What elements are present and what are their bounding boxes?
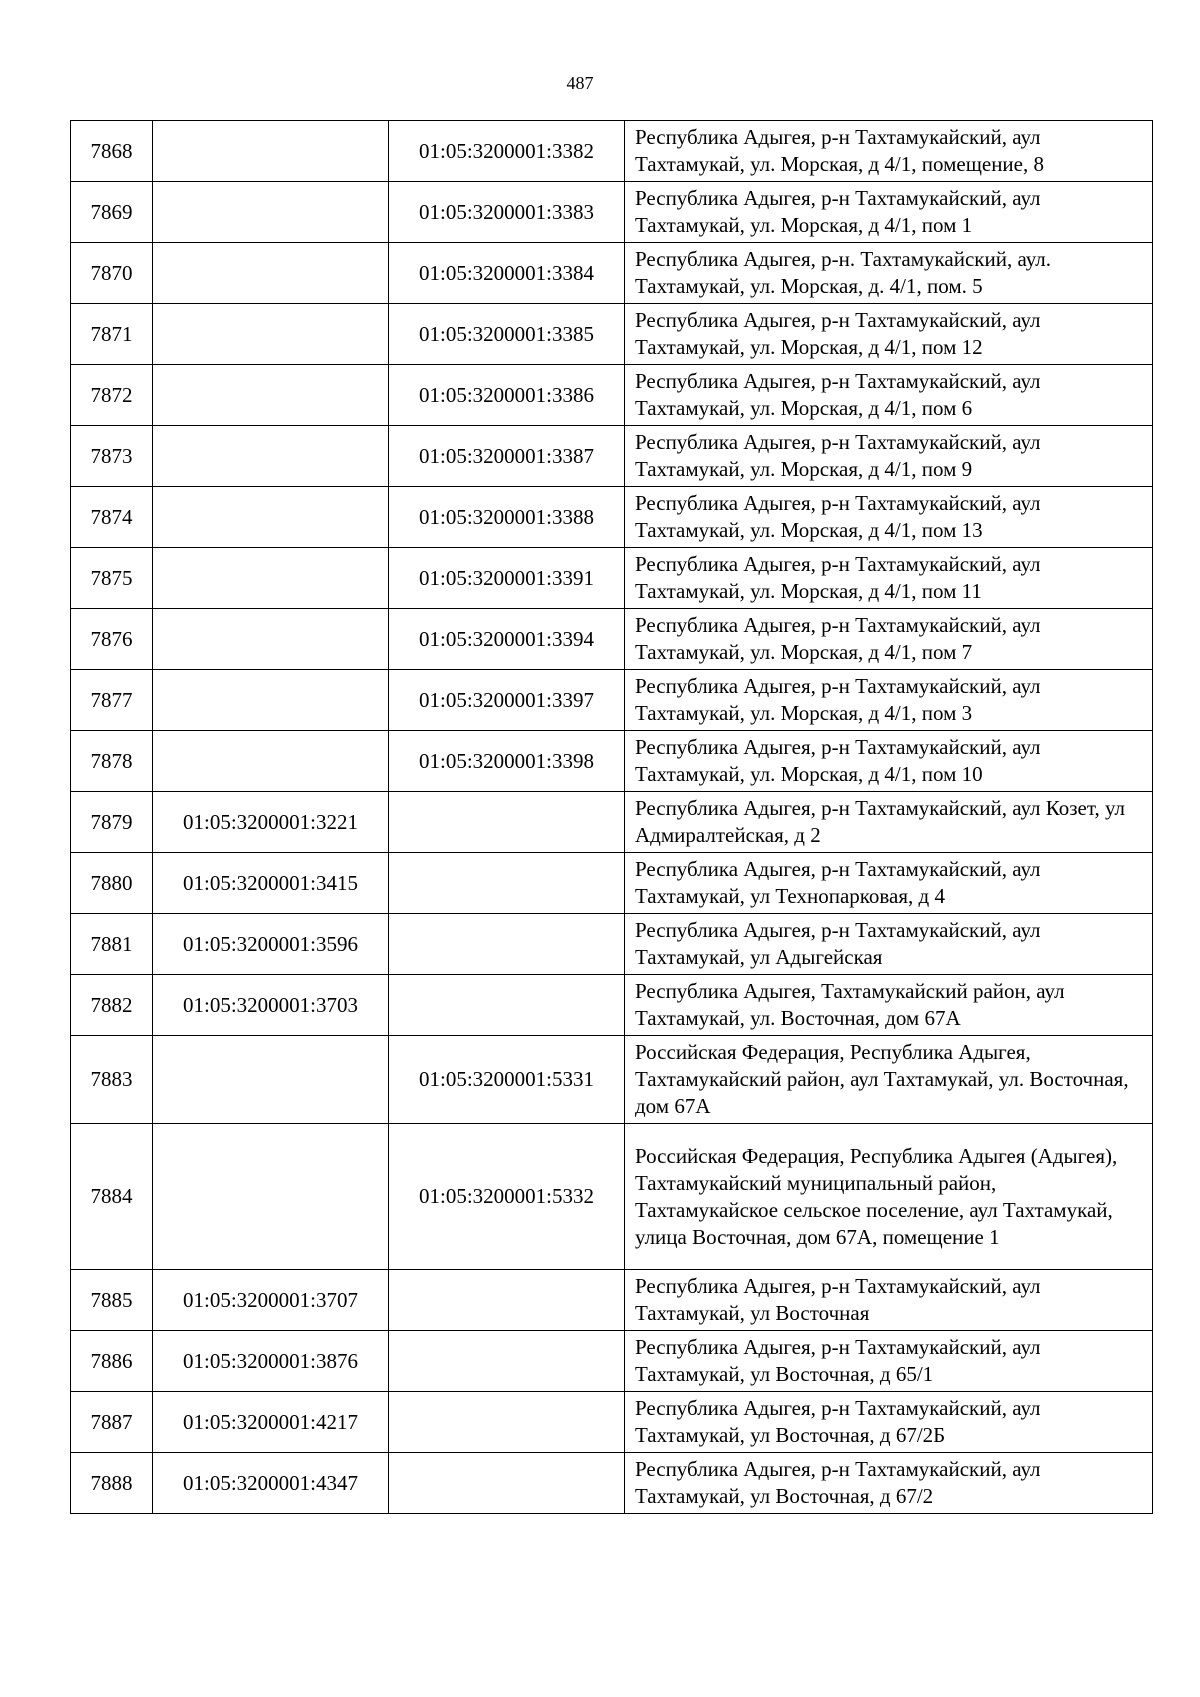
object-cadastral-number-cell: 01:05:3200001:3391 bbox=[389, 548, 625, 609]
row-number-cell: 7874 bbox=[71, 487, 153, 548]
address-cell: Республика Адыгея, р-н Тахтамукайский, аул Тахтамукай, ул. Морская, д 4/1, пом 6 bbox=[625, 365, 1153, 426]
address-cell: Республика Адыгея, р-н Тахтамукайский, аул Тахтамукай, ул. Морская, д 4/1, пом 1 bbox=[625, 182, 1153, 243]
object-cadastral-number-cell: 01:05:3200001:5332 bbox=[389, 1124, 625, 1270]
address-cell: Республика Адыгея, р-н Тахтамукайский, аул Тахтамукай, ул Восточная, д 65/1 bbox=[625, 1331, 1153, 1392]
row-number-cell: 7870 bbox=[71, 243, 153, 304]
address-cell: Республика Адыгея, р-н Тахтамукайский, аул Тахтамукай, ул. Морская, д 4/1, пом 9 bbox=[625, 426, 1153, 487]
row-number-cell: 7875 bbox=[71, 548, 153, 609]
table-row bbox=[71, 914, 1153, 975]
row-number-cell: 7877 bbox=[71, 670, 153, 731]
object-cadastral-number-cell bbox=[389, 853, 625, 914]
land-cadastral-number-cell bbox=[153, 426, 389, 487]
table-row bbox=[71, 853, 1153, 914]
registry-table bbox=[70, 120, 1153, 1514]
object-cadastral-number-cell: 01:05:3200001:3387 bbox=[389, 426, 625, 487]
row-number-cell: 7879 bbox=[71, 792, 153, 853]
row-number-cell: 7878 bbox=[71, 731, 153, 792]
row-number-cell: 7872 bbox=[71, 365, 153, 426]
object-cadastral-number-cell: 01:05:3200001:3397 bbox=[389, 670, 625, 731]
row-number-cell: 7881 bbox=[71, 914, 153, 975]
land-cadastral-number-cell: 01:05:3200001:4217 bbox=[153, 1392, 389, 1453]
land-cadastral-number-cell bbox=[153, 1124, 389, 1270]
table-row bbox=[71, 792, 1153, 853]
table-row bbox=[71, 304, 1153, 365]
object-cadastral-number-cell bbox=[389, 1392, 625, 1453]
table-row bbox=[71, 975, 1153, 1036]
table-row bbox=[71, 182, 1153, 243]
page-number: 487 bbox=[566, 73, 594, 93]
table-row bbox=[71, 731, 1153, 792]
object-cadastral-number-cell: 01:05:3200001:3394 bbox=[389, 609, 625, 670]
object-cadastral-number-cell bbox=[389, 914, 625, 975]
object-cadastral-number-cell: 01:05:3200001:3398 bbox=[389, 731, 625, 792]
row-number-cell: 7883 bbox=[71, 1036, 153, 1124]
address-cell: Республика Адыгея, р-н Тахтамукайский, аул Тахтамукай, ул Восточная, д 67/2Б bbox=[625, 1392, 1153, 1453]
table-row bbox=[71, 426, 1153, 487]
registry-table-body bbox=[71, 121, 1153, 1514]
address-cell: Республика Адыгея, р-н Тахтамукайский, аул Тахтамукай, ул. Морская, д 4/1, пом 12 bbox=[625, 304, 1153, 365]
table-row bbox=[71, 1453, 1153, 1514]
table-row bbox=[71, 243, 1153, 304]
table-row bbox=[71, 670, 1153, 731]
land-cadastral-number-cell: 01:05:3200001:3876 bbox=[153, 1331, 389, 1392]
land-cadastral-number-cell bbox=[153, 548, 389, 609]
land-cadastral-number-cell bbox=[153, 365, 389, 426]
land-cadastral-number-cell: 01:05:3200001:3707 bbox=[153, 1270, 389, 1331]
object-cadastral-number-cell: 01:05:3200001:3386 bbox=[389, 365, 625, 426]
address-cell: Республика Адыгея, р-н Тахтамукайский, аул Тахтамукай, ул. Морская, д 4/1, пом 10 bbox=[625, 731, 1153, 792]
table-row bbox=[71, 1036, 1153, 1124]
object-cadastral-number-cell: 01:05:3200001:3388 bbox=[389, 487, 625, 548]
land-cadastral-number-cell: 01:05:3200001:3221 bbox=[153, 792, 389, 853]
object-cadastral-number-cell bbox=[389, 792, 625, 853]
land-cadastral-number-cell bbox=[153, 609, 389, 670]
land-cadastral-number-cell bbox=[153, 243, 389, 304]
address-cell: Республика Адыгея, р-н Тахтамукайский, аул Тахтамукай, ул. Морская, д 4/1, помещение, 8 bbox=[625, 121, 1153, 182]
row-number-cell: 7886 bbox=[71, 1331, 153, 1392]
land-cadastral-number-cell bbox=[153, 487, 389, 548]
address-cell: Республика Адыгея, р-н Тахтамукайский, аул Тахтамукай, ул Восточная bbox=[625, 1270, 1153, 1331]
object-cadastral-number-cell bbox=[389, 1270, 625, 1331]
table-row bbox=[71, 365, 1153, 426]
row-number-cell: 7871 bbox=[71, 304, 153, 365]
row-number-cell: 7884 bbox=[71, 1124, 153, 1270]
row-number-cell: 7880 bbox=[71, 853, 153, 914]
table-row bbox=[71, 1270, 1153, 1331]
object-cadastral-number-cell bbox=[389, 975, 625, 1036]
address-cell: Республика Адыгея, р-н Тахтамукайский, аул Тахтамукай, ул. Морская, д 4/1, пом 7 bbox=[625, 609, 1153, 670]
table-row bbox=[71, 1331, 1153, 1392]
row-number-cell: 7873 bbox=[71, 426, 153, 487]
address-cell: Республика Адыгея, р-н Тахтамукайский, аул Тахтамукай, ул. Морская, д 4/1, пом 13 bbox=[625, 487, 1153, 548]
table-row bbox=[71, 487, 1153, 548]
row-number-cell: 7882 bbox=[71, 975, 153, 1036]
land-cadastral-number-cell: 01:05:3200001:3596 bbox=[153, 914, 389, 975]
row-number-cell: 7885 bbox=[71, 1270, 153, 1331]
table-row bbox=[71, 121, 1153, 182]
address-cell: Республика Адыгея, р-н Тахтамукайский, аул Тахтамукай, ул Восточная, д 67/2 bbox=[625, 1453, 1153, 1514]
object-cadastral-number-cell bbox=[389, 1331, 625, 1392]
address-cell: Республика Адыгея, р-н Тахтамукайский, аул Козет, ул Адмиралтейская, д 2 bbox=[625, 792, 1153, 853]
object-cadastral-number-cell: 01:05:3200001:3383 bbox=[389, 182, 625, 243]
table-row bbox=[71, 1392, 1153, 1453]
row-number-cell: 7888 bbox=[71, 1453, 153, 1514]
object-cadastral-number-cell: 01:05:3200001:3384 bbox=[389, 243, 625, 304]
address-cell: Республика Адыгея, Тахтамукайский район, аул Тахтамукай, ул. Восточная, дом 67А bbox=[625, 975, 1153, 1036]
address-cell: Республика Адыгея, р-н Тахтамукайский, аул Тахтамукай, ул Технопарковая, д 4 bbox=[625, 853, 1153, 914]
address-cell: Республика Адыгея, р-н Тахтамукайский, аул Тахтамукай, ул Адыгейская bbox=[625, 914, 1153, 975]
object-cadastral-number-cell: 01:05:3200001:5331 bbox=[389, 1036, 625, 1124]
land-cadastral-number-cell: 01:05:3200001:3703 bbox=[153, 975, 389, 1036]
land-cadastral-number-cell: 01:05:3200001:4347 bbox=[153, 1453, 389, 1514]
land-cadastral-number-cell bbox=[153, 304, 389, 365]
address-cell: Российская Федерация, Республика Адыгея, Тахтамукайский район, аул Тахтамукай, ул. Восточная, дом 67А bbox=[625, 1036, 1153, 1124]
address-cell: Российская Федерация, Республика Адыгея (Адыгея), Тахтамукайский муниципальный район, Тахтамукайское сельское поселение, аул Тахтамукай, улица Восточная, дом 67А, помещение 1 bbox=[625, 1124, 1153, 1270]
object-cadastral-number-cell: 01:05:3200001:3382 bbox=[389, 121, 625, 182]
address-cell: Республика Адыгея, р-н Тахтамукайский, аул Тахтамукай, ул. Морская, д 4/1, пом 3 bbox=[625, 670, 1153, 731]
object-cadastral-number-cell: 01:05:3200001:3385 bbox=[389, 304, 625, 365]
land-cadastral-number-cell bbox=[153, 1036, 389, 1124]
land-cadastral-number-cell bbox=[153, 670, 389, 731]
row-number-cell: 7869 bbox=[71, 182, 153, 243]
table-row bbox=[71, 1124, 1153, 1270]
table-row bbox=[71, 548, 1153, 609]
land-cadastral-number-cell bbox=[153, 182, 389, 243]
land-cadastral-number-cell bbox=[153, 731, 389, 792]
row-number-cell: 7887 bbox=[71, 1392, 153, 1453]
row-number-cell: 7868 bbox=[71, 121, 153, 182]
table-row bbox=[71, 609, 1153, 670]
row-number-cell: 7876 bbox=[71, 609, 153, 670]
object-cadastral-number-cell bbox=[389, 1453, 625, 1514]
land-cadastral-number-cell: 01:05:3200001:3415 bbox=[153, 853, 389, 914]
address-cell: Республика Адыгея, р-н Тахтамукайский, аул Тахтамукай, ул. Морская, д 4/1, пом 11 bbox=[625, 548, 1153, 609]
address-cell: Республика Адыгея, р-н. Тахтамукайский, аул. Тахтамукай, ул. Морская, д. 4/1, пом. 5 bbox=[625, 243, 1153, 304]
land-cadastral-number-cell bbox=[153, 121, 389, 182]
